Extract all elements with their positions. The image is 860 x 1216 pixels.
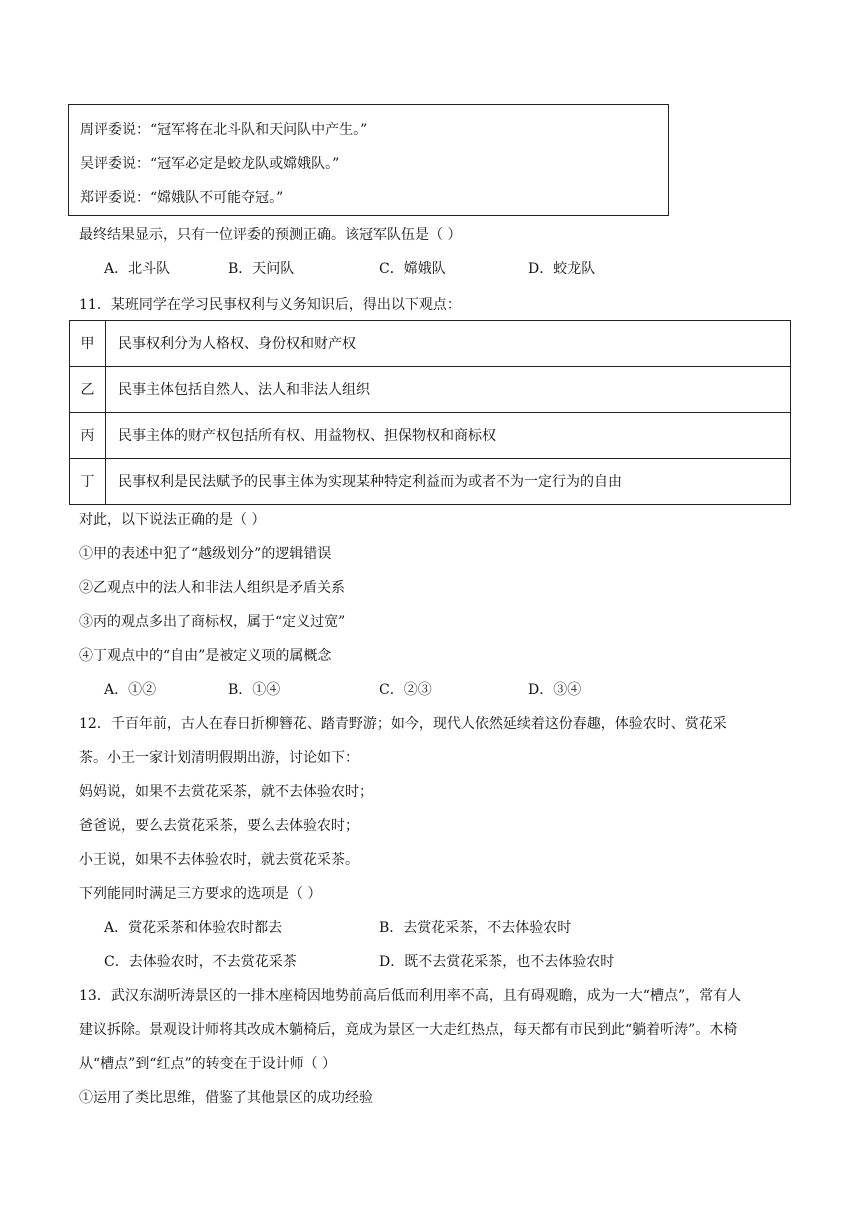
row-text: 民事主体包括自然人、法人和非法人组织 (106, 367, 791, 413)
q11-statement-3: ③丙的观点多出了商标权，属于“定义过宽” (79, 614, 346, 630)
q11-option-b: B．①④ (228, 682, 281, 698)
q12-line-6: 下列能同时满足三方要求的选项是（ ） (79, 886, 322, 902)
judges-quote-box (68, 104, 669, 216)
q12-line-2: 茶。小王一家计划清明假期出游，讨论如下： (79, 750, 359, 766)
q11-ask: 对此，以下说法正确的是（ ） (79, 512, 266, 528)
q11-statement-2: ②乙观点中的法人和非法人组织是矛盾关系 (79, 580, 345, 596)
table-row (70, 321, 791, 367)
quote-zhou: 周评委说：“冠军将在北斗队和天问队中产生。” (80, 122, 368, 138)
row-key: 乙 (70, 367, 106, 413)
q10-stem: 最终结果显示，只有一位评委的预测正确。该冠军队伍是（ ） (79, 227, 462, 243)
table-row (70, 413, 791, 459)
q12-option-c: C．去体验农时，不去赏花采茶 (104, 954, 297, 970)
q11-option-d: D．③④ (528, 682, 582, 698)
q11-statement-1: ①甲的表述中犯了“越级划分”的逻辑错误 (79, 546, 332, 562)
q10-option-a: A．北斗队 (104, 261, 171, 277)
q13-line-1: 13．武汉东湖听涛景区的一排木座椅因地势前高后低而利用率不高，且有碍观瞻，成为一大“槽点”，常有人 (79, 988, 742, 1004)
row-key: 丁 (70, 459, 106, 505)
q10-option-b: B．天问队 (228, 261, 295, 277)
row-text: 民事权利分为人格权、身份权和财产权 (106, 321, 791, 367)
q13-line-4: ①运用了类比思维，借鉴了其他景区的成功经验 (79, 1090, 373, 1106)
row-key: 丙 (70, 413, 106, 459)
q12-line-5: 小王说，如果不去体验农时，就去赏花采茶。 (79, 852, 359, 868)
q12-line-4: 爸爸说，要么去赏花采茶，要么去体验农时； (79, 818, 359, 834)
q13-line-2: 建议拆除。景观设计师将其改成木躺椅后，竟成为景区一大走红热点，每天都有市民到此“躺着听涛”。木椅 (79, 1022, 738, 1038)
quote-zheng: 郑评委说：“嫦娥队不可能夺冠。” (80, 190, 284, 206)
q12-option-b: B．去赏花采茶，不去体验农时 (379, 920, 572, 936)
q12-option-d: D．既不去赏花采茶，也不去体验农时 (379, 954, 615, 970)
q12-option-a: A．赏花采茶和体验农时都去 (104, 920, 283, 936)
q11-option-a: A．①② (104, 682, 157, 698)
q11-statement-4: ④丁观点中的“自由”是被定义项的属概念 (79, 648, 332, 664)
q11-stem: 11．某班同学在学习民事权利与义务知识后，得出以下观点： (79, 297, 461, 313)
row-key: 甲 (70, 321, 106, 367)
row-text: 民事权利是民法赋予的民事主体为实现某种特定利益而为或者不为一定行为的自由 (106, 459, 791, 505)
table-row (70, 367, 791, 413)
q10-option-d: D．蛟龙队 (528, 261, 596, 277)
views-table (69, 320, 791, 505)
q13-line-3: 从“槽点”到“红点”的转变在于设计师（ ） (79, 1056, 337, 1072)
q12-line-1: 12．千百年前，古人在春日折柳簪花、踏青野游；如今，现代人依然延续着这份春趣，体验农时、赏花采 (79, 716, 727, 732)
table-row (70, 459, 791, 505)
q11-option-c: C．②③ (379, 682, 432, 698)
q12-line-3: 妈妈说，如果不去赏花采茶，就不去体验农时； (79, 784, 373, 800)
row-text: 民事主体的财产权包括所有权、用益物权、担保物权和商标权 (106, 413, 791, 459)
quote-wu: 吴评委说：“冠军必定是蛟龙队或嫦娥队。” (80, 156, 340, 172)
q10-option-c: C．嫦娥队 (379, 261, 446, 277)
